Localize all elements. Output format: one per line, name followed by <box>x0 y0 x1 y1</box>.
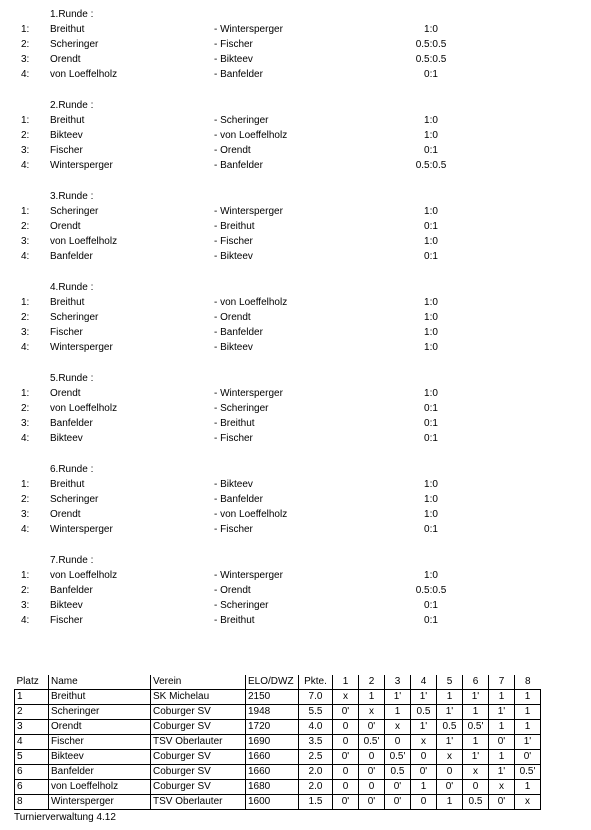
round <box>0 98 591 189</box>
table-cell: 0.5 <box>411 705 437 720</box>
table-cell: TSV Oberlauter <box>151 735 246 750</box>
black-player: - Wintersperger <box>214 24 283 35</box>
table-cell: 1' <box>411 690 437 705</box>
rounds-list <box>0 7 591 644</box>
game-result: 0.5:0.5 <box>415 54 447 65</box>
table-cell: x <box>333 690 359 705</box>
pairing-row <box>0 310 591 325</box>
white-player: Fischer <box>50 615 83 626</box>
table-cell: SK Michelau <box>151 690 246 705</box>
table-row <box>15 735 541 750</box>
table-cell: 1 <box>463 705 489 720</box>
table-cell: 1720 <box>246 720 299 735</box>
round-title: 3.Runde : <box>50 191 94 202</box>
black-player: - Bikteev <box>214 54 253 65</box>
table-cell: 1 <box>489 750 515 765</box>
game-result: 0:1 <box>424 251 438 262</box>
col-header: 4 <box>411 675 437 690</box>
table-cell: 1.5 <box>299 795 333 810</box>
round-title: 7.Runde : <box>50 555 94 566</box>
game-result: 0:1 <box>424 600 438 611</box>
white-player: Banfelder <box>50 585 93 596</box>
board-number: 1: <box>21 206 30 217</box>
table-cell: 1 <box>463 735 489 750</box>
table-cell: 1' <box>515 735 541 750</box>
round-title: 4.Runde : <box>50 282 94 293</box>
black-player: - von Loeffelholz <box>214 130 288 141</box>
board-number: 1: <box>21 297 30 308</box>
white-player: Fischer <box>50 145 83 156</box>
board-number: 1: <box>21 388 30 399</box>
board-number: 2: <box>21 130 30 141</box>
white-player: Orendt <box>50 221 81 232</box>
table-cell: 0.5 <box>463 795 489 810</box>
table-cell: 1 <box>359 690 385 705</box>
game-result: 1:0 <box>424 130 438 141</box>
table-cell: 0' <box>489 735 515 750</box>
black-player: - Banfelder <box>214 494 263 505</box>
pairing-row <box>0 113 591 128</box>
game-result: 1:0 <box>424 236 438 247</box>
table-cell: Fischer <box>49 735 151 750</box>
table-cell: 0' <box>515 750 541 765</box>
board-number: 2: <box>21 494 30 505</box>
game-result: 0:1 <box>424 433 438 444</box>
black-player: - Orendt <box>214 145 251 156</box>
game-result: 1:0 <box>424 479 438 490</box>
game-result: 0.5:0.5 <box>415 39 447 50</box>
game-result: 1:0 <box>424 115 438 126</box>
white-player: Breithut <box>50 24 85 35</box>
board-number: 3: <box>21 145 30 156</box>
pairing-row <box>0 477 591 492</box>
col-header: Name <box>49 675 151 690</box>
board-number: 4: <box>21 615 30 626</box>
col-header: 5 <box>437 675 463 690</box>
col-header: 3 <box>385 675 411 690</box>
pairing-row <box>0 67 591 82</box>
pairing-row <box>0 568 591 583</box>
col-header: 2 <box>359 675 385 690</box>
game-result: 0.5:0.5 <box>415 160 447 171</box>
white-player: Fischer <box>50 327 83 338</box>
board-number: 4: <box>21 433 30 444</box>
black-player: - Bikteev <box>214 342 253 353</box>
round <box>0 189 591 280</box>
white-player: von Loeffelholz <box>50 570 118 581</box>
table-cell: x <box>515 795 541 810</box>
game-result: 1:0 <box>424 24 438 35</box>
table-cell: x <box>385 720 411 735</box>
black-player: - Scheringer <box>214 115 269 126</box>
table-cell: 1' <box>437 735 463 750</box>
table-cell: 1660 <box>246 765 299 780</box>
round <box>0 462 591 553</box>
black-player: - Wintersperger <box>214 206 283 217</box>
table-row <box>15 780 541 795</box>
table-cell: 5.5 <box>299 705 333 720</box>
col-header: Pkte. <box>299 675 333 690</box>
table-cell: 0' <box>359 795 385 810</box>
table-cell: 0.5' <box>359 735 385 750</box>
table-cell: 1' <box>463 690 489 705</box>
white-player: Breithut <box>50 479 85 490</box>
board-number: 1: <box>21 570 30 581</box>
table-cell: Orendt <box>49 720 151 735</box>
table-cell: 0 <box>385 735 411 750</box>
white-player: Banfelder <box>50 418 93 429</box>
white-player: Orendt <box>50 509 81 520</box>
table-cell: 1 <box>411 780 437 795</box>
table-cell: 0 <box>333 735 359 750</box>
table-cell: 1 <box>489 720 515 735</box>
table-cell: 1' <box>489 765 515 780</box>
pairing-row <box>0 386 591 401</box>
table-cell: 0' <box>385 795 411 810</box>
black-player: - Bikteev <box>214 479 253 490</box>
table-cell: 1 <box>515 690 541 705</box>
board-number: 4: <box>21 160 30 171</box>
table-cell: 0 <box>359 750 385 765</box>
round-title: 1.Runde : <box>50 9 94 20</box>
table-cell: 1 <box>437 690 463 705</box>
table-cell: 1948 <box>246 705 299 720</box>
table-cell: 1680 <box>246 780 299 795</box>
table-cell: 0 <box>333 765 359 780</box>
table-cell: 1 <box>489 690 515 705</box>
table-cell: Coburger SV <box>151 765 246 780</box>
white-player: Orendt <box>50 388 81 399</box>
table-cell: 3.5 <box>299 735 333 750</box>
table-cell: Coburger SV <box>151 705 246 720</box>
col-header: ELO/DWZ <box>246 675 299 690</box>
table-cell: 1660 <box>246 750 299 765</box>
table-cell: 2.0 <box>299 765 333 780</box>
table-cell: 3 <box>15 720 49 735</box>
table-cell: 1 <box>515 720 541 735</box>
table-row <box>15 765 541 780</box>
pairing-row <box>0 143 591 158</box>
white-player: von Loeffelholz <box>50 403 118 414</box>
table-cell: 0.5' <box>463 720 489 735</box>
pairing-row <box>0 249 591 264</box>
game-result: 1:0 <box>424 327 438 338</box>
game-result: 1:0 <box>424 494 438 505</box>
col-header: Verein <box>151 675 246 690</box>
black-player: - Bikteev <box>214 251 253 262</box>
table-cell: 0' <box>333 795 359 810</box>
table-cell: Breithut <box>49 690 151 705</box>
table-row <box>15 705 541 720</box>
table-cell: 0' <box>359 765 385 780</box>
game-result: 1:0 <box>424 206 438 217</box>
round-title: 5.Runde : <box>50 373 94 384</box>
game-result: 0:1 <box>424 615 438 626</box>
table-cell: 1 <box>437 795 463 810</box>
board-number: 2: <box>21 39 30 50</box>
black-player: - Orendt <box>214 585 251 596</box>
table-cell: 1600 <box>246 795 299 810</box>
game-result: 0:1 <box>424 145 438 156</box>
white-player: von Loeffelholz <box>50 236 118 247</box>
white-player: Bikteev <box>50 130 83 141</box>
table-cell: 1' <box>489 705 515 720</box>
table-cell: Scheringer <box>49 705 151 720</box>
game-result: 1:0 <box>424 342 438 353</box>
game-result: 1:0 <box>424 297 438 308</box>
table-cell: 0 <box>333 720 359 735</box>
round-title: 6.Runde : <box>50 464 94 475</box>
table-cell: 0 <box>359 780 385 795</box>
black-player: - Fischer <box>214 39 253 50</box>
table-cell: 2150 <box>246 690 299 705</box>
white-player: Breithut <box>50 297 85 308</box>
pairing-row <box>0 22 591 37</box>
white-player: Orendt <box>50 54 81 65</box>
black-player: - Banfelder <box>214 69 263 80</box>
pairing-row <box>0 507 591 522</box>
table-cell: x <box>359 705 385 720</box>
table-cell: 6 <box>15 780 49 795</box>
round <box>0 280 591 371</box>
table-cell: x <box>463 765 489 780</box>
table-row <box>15 690 541 705</box>
game-result: 0.5:0.5 <box>415 585 447 596</box>
table-cell: 0' <box>333 750 359 765</box>
table-cell: 0.5' <box>385 750 411 765</box>
round <box>0 371 591 462</box>
pairing-row <box>0 204 591 219</box>
standings-table <box>14 675 541 810</box>
black-player: - Scheringer <box>214 403 269 414</box>
table-cell: 1 <box>15 690 49 705</box>
black-player: - Scheringer <box>214 600 269 611</box>
pairing-row <box>0 52 591 67</box>
table-cell: 1' <box>463 750 489 765</box>
table-cell: 0 <box>411 750 437 765</box>
table-cell: 4.0 <box>299 720 333 735</box>
table-cell: TSV Oberlauter <box>151 795 246 810</box>
pairing-row <box>0 431 591 446</box>
board-number: 2: <box>21 312 30 323</box>
white-player: Wintersperger <box>50 524 113 535</box>
standings-header <box>15 675 541 690</box>
table-cell: x <box>489 780 515 795</box>
table-cell: 0.5 <box>437 720 463 735</box>
white-player: Wintersperger <box>50 342 113 353</box>
board-number: 4: <box>21 524 30 535</box>
white-player: Scheringer <box>50 206 99 217</box>
footer-text: Turnierverwaltung 4.12 <box>14 812 116 823</box>
table-cell: 0' <box>333 705 359 720</box>
table-cell: Banfelder <box>49 765 151 780</box>
table-cell: 2.0 <box>299 780 333 795</box>
white-player: Bikteev <box>50 600 83 611</box>
col-header: Platz <box>15 675 49 690</box>
white-player: von Loeffelholz <box>50 69 118 80</box>
white-player: Scheringer <box>50 494 99 505</box>
pairing-row <box>0 583 591 598</box>
table-cell: 2 <box>15 705 49 720</box>
board-number: 4: <box>21 69 30 80</box>
game-result: 1:0 <box>424 388 438 399</box>
board-number: 3: <box>21 418 30 429</box>
pairing-row <box>0 128 591 143</box>
black-player: - von Loeffelholz <box>214 509 288 520</box>
table-cell: 6 <box>15 765 49 780</box>
board-number: 2: <box>21 221 30 232</box>
table-cell: Coburger SV <box>151 720 246 735</box>
table-cell: 0.5 <box>385 765 411 780</box>
col-header: 7 <box>489 675 515 690</box>
col-header: 1 <box>333 675 359 690</box>
table-cell: Wintersperger <box>49 795 151 810</box>
pairing-row <box>0 613 591 628</box>
black-player: - Fischer <box>214 433 253 444</box>
board-number: 1: <box>21 24 30 35</box>
table-cell: 4 <box>15 735 49 750</box>
black-player: - Breithut <box>214 418 255 429</box>
white-player: Bikteev <box>50 433 83 444</box>
white-player: Breithut <box>50 115 85 126</box>
table-cell: 0' <box>411 765 437 780</box>
round-title: 2.Runde : <box>50 100 94 111</box>
black-player: - Fischer <box>214 524 253 535</box>
board-number: 2: <box>21 585 30 596</box>
pairing-row <box>0 325 591 340</box>
board-number: 1: <box>21 115 30 126</box>
table-cell: 2.5 <box>299 750 333 765</box>
table-cell: 0' <box>437 780 463 795</box>
table-cell: 0 <box>463 780 489 795</box>
game-result: 0:1 <box>424 403 438 414</box>
pairing-row <box>0 522 591 537</box>
table-cell: Coburger SV <box>151 780 246 795</box>
table-cell: 1 <box>385 705 411 720</box>
game-result: 0:1 <box>424 69 438 80</box>
col-header: 6 <box>463 675 489 690</box>
table-cell: 7.0 <box>299 690 333 705</box>
table-cell: 5 <box>15 750 49 765</box>
pairing-row <box>0 401 591 416</box>
black-player: - Breithut <box>214 615 255 626</box>
board-number: 4: <box>21 251 30 262</box>
table-cell: 1 <box>515 780 541 795</box>
table-row <box>15 795 541 810</box>
table-cell: x <box>437 750 463 765</box>
round <box>0 7 591 98</box>
game-result: 0:1 <box>424 524 438 535</box>
board-number: 3: <box>21 327 30 338</box>
white-player: Wintersperger <box>50 160 113 171</box>
board-number: 3: <box>21 54 30 65</box>
pairing-row <box>0 219 591 234</box>
black-player: - Wintersperger <box>214 388 283 399</box>
table-cell: 1' <box>411 720 437 735</box>
game-result: 0:1 <box>424 418 438 429</box>
white-player: Scheringer <box>50 312 99 323</box>
table-cell: Coburger SV <box>151 750 246 765</box>
pairing-row <box>0 295 591 310</box>
board-number: 1: <box>21 479 30 490</box>
black-player: - von Loeffelholz <box>214 297 288 308</box>
board-number: 2: <box>21 403 30 414</box>
pairing-row <box>0 234 591 249</box>
board-number: 4: <box>21 342 30 353</box>
black-player: - Orendt <box>214 312 251 323</box>
pairing-row <box>0 598 591 613</box>
game-result: 0:1 <box>424 221 438 232</box>
game-result: 1:0 <box>424 312 438 323</box>
pairing-row <box>0 492 591 507</box>
pairing-row <box>0 158 591 173</box>
table-cell: 0 <box>411 795 437 810</box>
table-cell: 0 <box>333 780 359 795</box>
table-cell: von Loeffelholz <box>49 780 151 795</box>
board-number: 3: <box>21 509 30 520</box>
table-cell: 0 <box>437 765 463 780</box>
col-header: 8 <box>515 675 541 690</box>
game-result: 1:0 <box>424 570 438 581</box>
black-player: - Wintersperger <box>214 570 283 581</box>
table-cell: 8 <box>15 795 49 810</box>
pairing-row <box>0 37 591 52</box>
board-number: 3: <box>21 600 30 611</box>
table-cell: 1' <box>385 690 411 705</box>
table-cell: Bikteev <box>49 750 151 765</box>
white-player: Scheringer <box>50 39 99 50</box>
table-row <box>15 720 541 735</box>
table-cell: 1 <box>515 705 541 720</box>
table-cell: 0' <box>359 720 385 735</box>
table-cell: 1690 <box>246 735 299 750</box>
game-result: 1:0 <box>424 509 438 520</box>
black-player: - Breithut <box>214 221 255 232</box>
pairing-row <box>0 416 591 431</box>
white-player: Banfelder <box>50 251 93 262</box>
round <box>0 553 591 644</box>
black-player: - Fischer <box>214 236 253 247</box>
table-cell: x <box>411 735 437 750</box>
black-player: - Banfelder <box>214 160 263 171</box>
table-cell: 0' <box>489 795 515 810</box>
pairing-row <box>0 340 591 355</box>
table-cell: 0' <box>385 780 411 795</box>
table-row <box>15 750 541 765</box>
black-player: - Banfelder <box>214 327 263 338</box>
table-cell: 0.5' <box>515 765 541 780</box>
board-number: 3: <box>21 236 30 247</box>
table-cell: 1' <box>437 705 463 720</box>
